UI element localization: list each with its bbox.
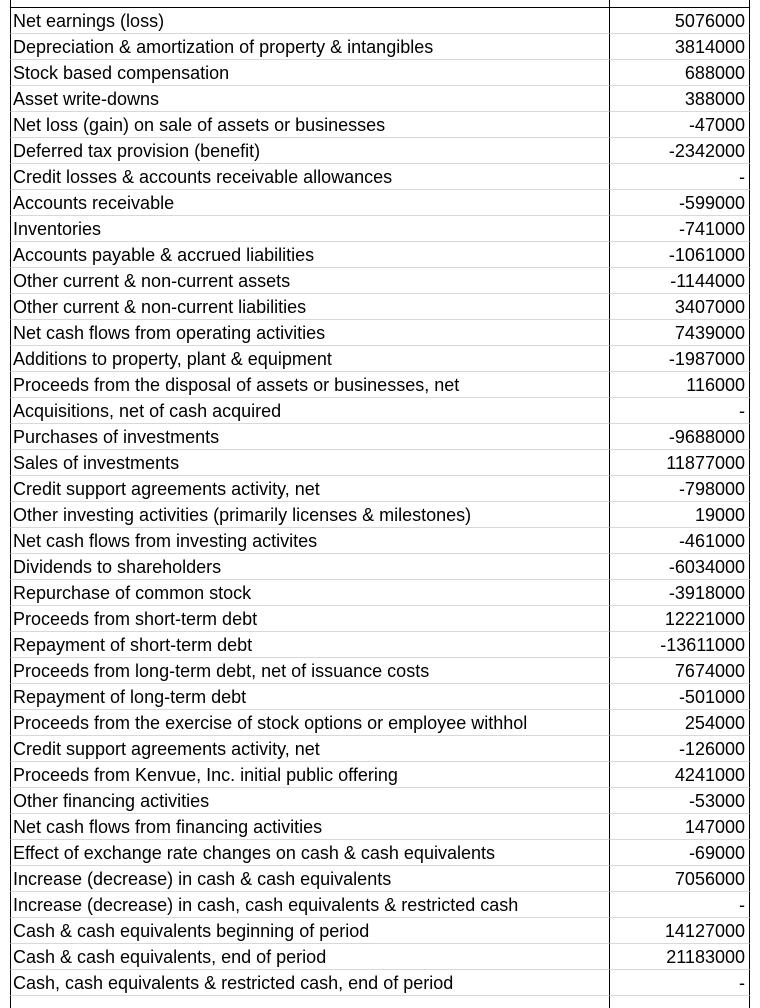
row-value-cell[interactable]: 388000 [609,86,750,112]
row-value-cell[interactable]: - [609,398,750,424]
row-label-cell[interactable]: Deferred tax provision (benefit) [10,138,609,164]
row-label-cell[interactable]: Dividends to shareholders [10,554,609,580]
table-row [0,424,760,450]
row-value-cell[interactable]: 11877000 [609,450,750,476]
table-row [0,632,760,658]
table-row [0,944,760,970]
row-value-cell[interactable]: 116000 [609,372,750,398]
row-label-cell[interactable]: Other current & non-current liabilities [10,294,609,320]
table-row [0,190,760,216]
table-row [0,242,760,268]
row-label-cell[interactable]: Effect of exchange rate changes on cash & cash equivalents [10,840,609,866]
table-row [0,840,760,866]
table-row [0,554,760,580]
table-row [0,268,760,294]
table-row [0,450,760,476]
row-value-cell[interactable]: -6034000 [609,554,750,580]
row-label-cell[interactable]: Repurchase of common stock [10,580,609,606]
row-value-cell[interactable]: -1061000 [609,242,750,268]
row-label-cell[interactable]: Other financing activities [10,788,609,814]
row-value-cell[interactable]: - [609,970,750,996]
row-label-cell[interactable]: Accounts payable & accrued liabilities [10,242,609,268]
row-value-cell[interactable]: 12221000 [609,606,750,632]
row-value-cell[interactable]: 7439000 [609,320,750,346]
table-row [0,138,760,164]
row-value-cell[interactable]: -798000 [609,476,750,502]
table-row [0,710,760,736]
table-row [0,580,760,606]
row-value-cell[interactable]: 4241000 [609,762,750,788]
table-row [0,372,760,398]
table-row [0,476,760,502]
row-value-cell[interactable]: 5076000 [609,8,750,34]
row-value-cell[interactable]: -9688000 [609,424,750,450]
row-label-cell[interactable]: Asset write-downs [10,86,609,112]
table-row [0,814,760,840]
row-value-cell[interactable]: -3918000 [609,580,750,606]
table-row [0,528,760,554]
row-label-cell[interactable]: Proceeds from the disposal of assets or businesses, net [10,372,609,398]
row-value-cell[interactable]: - [609,892,750,918]
row-value-cell[interactable]: -47000 [609,112,750,138]
row-value-cell[interactable]: 3814000 [609,34,750,60]
row-value-cell[interactable]: 147000 [609,814,750,840]
row-value-cell[interactable]: -53000 [609,788,750,814]
table-row [0,762,760,788]
row-value-cell[interactable]: -501000 [609,684,750,710]
row-label-cell[interactable]: Proceeds from short-term debt [10,606,609,632]
row-value-cell[interactable]: -461000 [609,528,750,554]
row-label-cell[interactable]: Sales of investments [10,450,609,476]
row-label-cell[interactable]: Accounts receivable [10,190,609,216]
row-value-cell[interactable]: -126000 [609,736,750,762]
row-value-cell[interactable]: -69000 [609,840,750,866]
table-row [0,918,760,944]
row-label-cell[interactable]: Proceeds from the exercise of stock options or employee withhol [10,710,609,736]
row-label-cell[interactable]: Net loss (gain) on sale of assets or businesses [10,112,609,138]
row-label-cell[interactable]: Depreciation & amortization of property & intangibles [10,34,609,60]
row-label-cell[interactable]: Stock based compensation [10,60,609,86]
row-value-cell[interactable]: 688000 [609,60,750,86]
table-row [0,216,760,242]
table-row [0,606,760,632]
row-value-cell[interactable]: -1144000 [609,268,750,294]
row-label-cell[interactable]: Repayment of long-term debt [10,684,609,710]
row-value-cell[interactable]: 254000 [609,710,750,736]
row-label-cell[interactable]: Cash & cash equivalents, end of period [10,944,609,970]
row-value-cell[interactable]: -1987000 [609,346,750,372]
row-label-cell[interactable]: Other investing activities (primarily licenses & milestones) [10,502,609,528]
bottom-row-edge [10,996,750,1008]
row-value-cell[interactable]: -599000 [609,190,750,216]
row-label-cell[interactable]: Net cash flows from investing activites [10,528,609,554]
row-label-cell[interactable]: Purchases of investments [10,424,609,450]
row-value-cell[interactable]: 14127000 [609,918,750,944]
row-value-cell[interactable]: -2342000 [609,138,750,164]
table-row [0,86,760,112]
row-value-cell[interactable]: -741000 [609,216,750,242]
row-value-cell[interactable]: 7674000 [609,658,750,684]
table-row [0,8,760,34]
table-row [0,892,760,918]
row-label-cell[interactable]: Cash, cash equivalents & restricted cash, end of period [10,970,609,996]
table-row [0,684,760,710]
row-value-cell[interactable]: -13611000 [609,632,750,658]
table-row [0,164,760,190]
row-label-cell[interactable]: Net earnings (loss) [10,8,609,34]
row-label-cell[interactable]: Repayment of short-term debt [10,632,609,658]
row-value-cell[interactable]: 3407000 [609,294,750,320]
row-value-cell[interactable]: 21183000 [609,944,750,970]
row-label-cell[interactable]: Proceeds from Kenvue, Inc. initial public offering [10,762,609,788]
table-row [0,60,760,86]
row-value-cell[interactable]: 7056000 [609,866,750,892]
row-label-cell[interactable]: Other current & non-current assets [10,268,609,294]
table-row [0,736,760,762]
table-row [0,788,760,814]
table-row [0,294,760,320]
row-label-cell[interactable]: Cash & cash equivalents beginning of period [10,918,609,944]
row-label-cell[interactable]: Proceeds from long-term debt, net of issuance costs [10,658,609,684]
table-row [0,502,760,528]
table-row [0,866,760,892]
row-label-cell[interactable]: Additions to property, plant & equipment [10,346,609,372]
row-label-cell[interactable]: Increase (decrease) in cash & cash equivalents [10,866,609,892]
table-row [0,34,760,60]
table-row [0,346,760,372]
row-label-cell[interactable]: Net cash flows from financing activities [10,814,609,840]
row-label-cell[interactable]: Net cash flows from operating activities [10,320,609,346]
row-label-cell[interactable]: Credit losses & accounts receivable allowances [10,164,609,190]
row-label-cell[interactable]: Credit support agreements activity, net [10,476,609,502]
row-value-cell[interactable]: 19000 [609,502,750,528]
table-row [0,112,760,138]
table-row [0,398,760,424]
table-row [0,658,760,684]
table-row [0,970,760,996]
row-label-cell[interactable]: Increase (decrease) in cash, cash equivalents & restricted cash [10,892,609,918]
row-value-cell[interactable]: - [609,164,750,190]
row-label-cell[interactable]: Inventories [10,216,609,242]
table-row [0,320,760,346]
row-label-cell[interactable]: Acquisitions, net of cash acquired [10,398,609,424]
row-label-cell[interactable]: Credit support agreements activity, net [10,736,609,762]
top-row-edge [10,0,750,8]
